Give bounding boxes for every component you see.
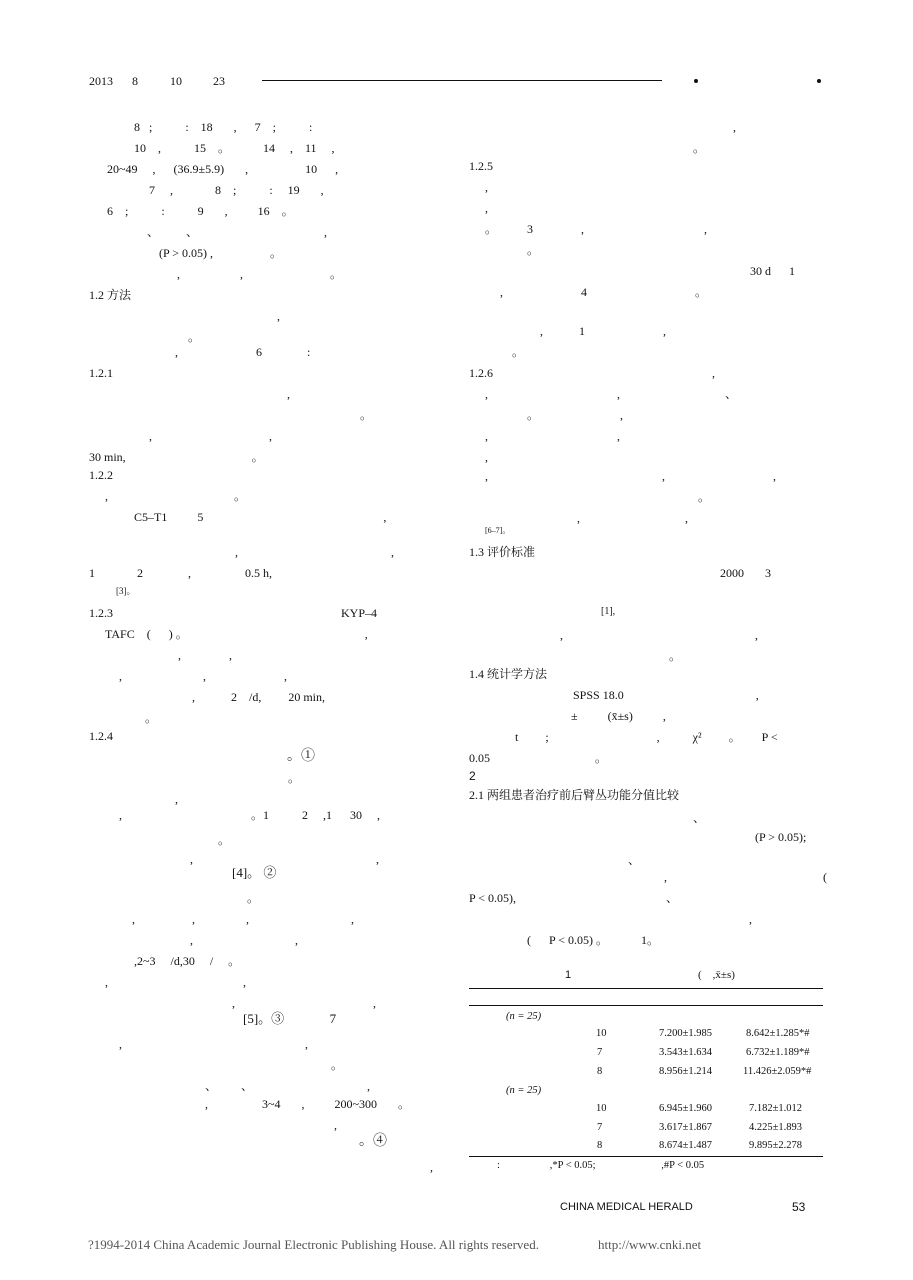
right-line: 。	[512, 345, 525, 359]
header-year: 2013	[89, 74, 113, 88]
left-line: [4]。 ②	[232, 865, 277, 880]
left-line: 。	[188, 330, 201, 344]
left-line: 1 2 , 0.5 h,	[89, 566, 272, 580]
right-line: [1],	[601, 606, 616, 617]
table-group-label: (n = 25)	[506, 1085, 542, 1096]
right-line: (P > 0.05);	[755, 830, 807, 844]
left-line: 。	[331, 1058, 344, 1072]
section-heading: 1.4 统计学方法	[469, 667, 548, 681]
right-line: , , ,	[485, 469, 776, 483]
right-line: t ; , χ² 。 P <	[515, 730, 778, 744]
left-line: ,	[175, 792, 178, 806]
right-line: 。	[693, 141, 706, 155]
table-cell-item: 8	[597, 1066, 603, 1077]
right-line: , ,	[577, 511, 688, 525]
left-line: , ,	[178, 648, 232, 662]
table-cell-item: 7	[597, 1122, 603, 1133]
footer-journal: CHINA MEDICAL HERALD	[560, 1201, 693, 1213]
section-heading: 1.2 方法	[89, 288, 132, 302]
left-line: [3]。	[116, 586, 136, 596]
left-line: , ,	[232, 996, 376, 1010]
subsection-heading: 1.2.3 KYP–4	[89, 606, 378, 620]
right-line: 、	[628, 853, 641, 867]
left-line: 。	[145, 711, 158, 725]
table-cell-after: 11.426±2.059*#	[743, 1066, 812, 1077]
right-line: ,	[485, 201, 488, 215]
left-line: , 。1 2 ,1 30 ,	[119, 808, 381, 822]
header-rule	[262, 80, 662, 81]
left-line: , 3~4 , 200~300 。	[205, 1097, 410, 1111]
right-line: , ,	[560, 628, 758, 642]
left-line: 。	[288, 771, 301, 785]
table-cell-before: 8.674±1.487	[659, 1140, 713, 1151]
table-cell-item: 7	[597, 1047, 603, 1058]
left-line: (P > 0.05) , 。	[159, 246, 282, 260]
subsection-heading: 1.2.1	[89, 366, 113, 380]
right-line: 30 d 1	[750, 264, 795, 278]
left-line: ,	[430, 1160, 433, 1174]
left-line: C5–T1 5 ,	[134, 510, 387, 524]
table-cell-after: 8.642±1.285*#	[746, 1028, 810, 1039]
table-bottom-rule	[469, 1156, 823, 1157]
footer-url: http://www.cnki.net	[598, 1237, 702, 1252]
right-line: 。	[527, 243, 540, 257]
left-line: , ,	[149, 429, 272, 443]
header-volume: 10	[170, 74, 182, 88]
right-line: ,	[749, 912, 752, 926]
subsection-heading: 1.2.5	[469, 159, 493, 173]
left-line: , 6 :	[175, 345, 311, 359]
table-cell-item: 8	[597, 1140, 603, 1151]
left-line: , , 。	[177, 267, 343, 281]
left-line: 。	[218, 833, 231, 847]
header-month: 8	[132, 74, 138, 88]
table-cell-after: 7.182±1.012	[749, 1103, 803, 1114]
left-line: 30 min, 。	[89, 450, 264, 464]
right-line: ,	[733, 120, 736, 134]
section-number: 2	[469, 769, 476, 783]
left-line: 20~49 , (36.9±5.9) , 10 ,	[107, 162, 339, 176]
left-line: , , ,	[119, 669, 287, 683]
left-line: , ,	[105, 975, 246, 989]
left-line: ,	[277, 309, 280, 323]
table-group-label: (n = 25)	[506, 1011, 542, 1022]
left-line: , ,	[119, 1037, 308, 1051]
table-cell-before: 6.945±1.960	[659, 1103, 713, 1114]
right-line: 。 ,	[527, 408, 624, 422]
right-line: [6–7]。	[485, 526, 511, 535]
right-line: ,	[485, 450, 488, 464]
table-cell-item: 10	[596, 1028, 607, 1039]
table-cell-after: 4.225±1.893	[749, 1122, 803, 1133]
header-issue: 23	[213, 74, 225, 88]
right-line: 2000 3	[720, 566, 771, 580]
table-cell-before: 7.200±1.985	[659, 1028, 713, 1039]
right-line: 、	[693, 811, 706, 825]
left-line: 8 ; : 18 , 7 ; :	[134, 120, 313, 134]
header-dot-right	[817, 79, 821, 83]
right-line: ,	[485, 180, 488, 194]
right-line: 。	[669, 649, 682, 663]
left-line: 10 , 15 。 14 , 11 ,	[134, 141, 335, 155]
left-line: ,2~3 /d,30 / 。	[134, 954, 241, 968]
left-line: 。	[360, 408, 373, 422]
left-line: 、 、 ,	[205, 1079, 371, 1093]
section-heading: 2.1 两组患者治疗前后臂丛功能分值比较	[469, 788, 680, 802]
subsection-heading: 1.2.6 ,	[469, 366, 715, 380]
right-line: 0.05 。	[469, 751, 608, 765]
left-line: , 。	[105, 489, 247, 503]
right-line: , , 、	[485, 387, 738, 401]
table-header-rule	[469, 1005, 823, 1006]
section-heading: 1.3 评价标准	[469, 545, 536, 559]
table-cell-before: 8.956±1.214	[659, 1066, 713, 1077]
table-note: : ,*P < 0.05; ,#P < 0.05	[497, 1160, 705, 1171]
right-line: , 4 。	[500, 285, 708, 299]
table-cell-after: 9.895±2.278	[749, 1140, 803, 1151]
left-line: ,	[287, 387, 290, 401]
left-line: 。④	[359, 1134, 387, 1149]
right-line: P < 0.05), 、	[469, 891, 678, 905]
header-dot-left	[694, 79, 698, 83]
right-line: SPSS 18.0 ,	[573, 688, 759, 702]
left-line: [5]。③ 7	[243, 1011, 337, 1026]
right-line: , (	[664, 870, 827, 884]
left-line: TAFC ( ) 。 ,	[105, 627, 368, 641]
left-line: ,	[334, 1118, 337, 1132]
right-line: 。 3 , ,	[485, 222, 708, 236]
right-line: 。	[698, 490, 711, 504]
right-line: , ,	[485, 429, 620, 443]
footer-copyright: ?1994-2014 China Academic Journal Electronic Publishing House. All rights reserved.	[88, 1237, 539, 1252]
subsection-heading: 1.2.2	[89, 468, 113, 482]
table-cell-before: 3.543±1.634	[659, 1047, 713, 1058]
footer-page-number: 53	[792, 1200, 806, 1214]
left-line: , 2 /d, 20 min,	[192, 690, 326, 704]
table-cell-after: 6.732±1.189*#	[746, 1047, 810, 1058]
table-title-number: 1	[565, 969, 572, 981]
left-line: 6 ; : 9 , 16 。	[107, 204, 294, 218]
right-line: ± (x̄±s) ,	[571, 709, 666, 723]
left-line: , ,	[190, 933, 298, 947]
table-title: ( ,x̄±s)	[698, 969, 735, 981]
table-cell-item: 10	[596, 1103, 607, 1114]
left-line: 。①	[287, 749, 315, 764]
left-line: 、 、 ,	[147, 225, 328, 239]
left-line: , ,	[235, 545, 394, 559]
left-line: , ,	[190, 852, 379, 866]
left-line: , , , ,	[132, 912, 354, 926]
table-cell-before: 3.617±1.867	[659, 1122, 713, 1133]
subsection-heading: 1.2.4	[89, 729, 113, 743]
right-line: ( P < 0.05) 。 1。	[527, 933, 659, 947]
left-line: 7 , 8 ; : 19 ,	[149, 183, 324, 197]
table-top-rule	[469, 988, 823, 989]
left-line: 。	[247, 891, 260, 905]
right-line: , 1 ,	[540, 324, 666, 338]
